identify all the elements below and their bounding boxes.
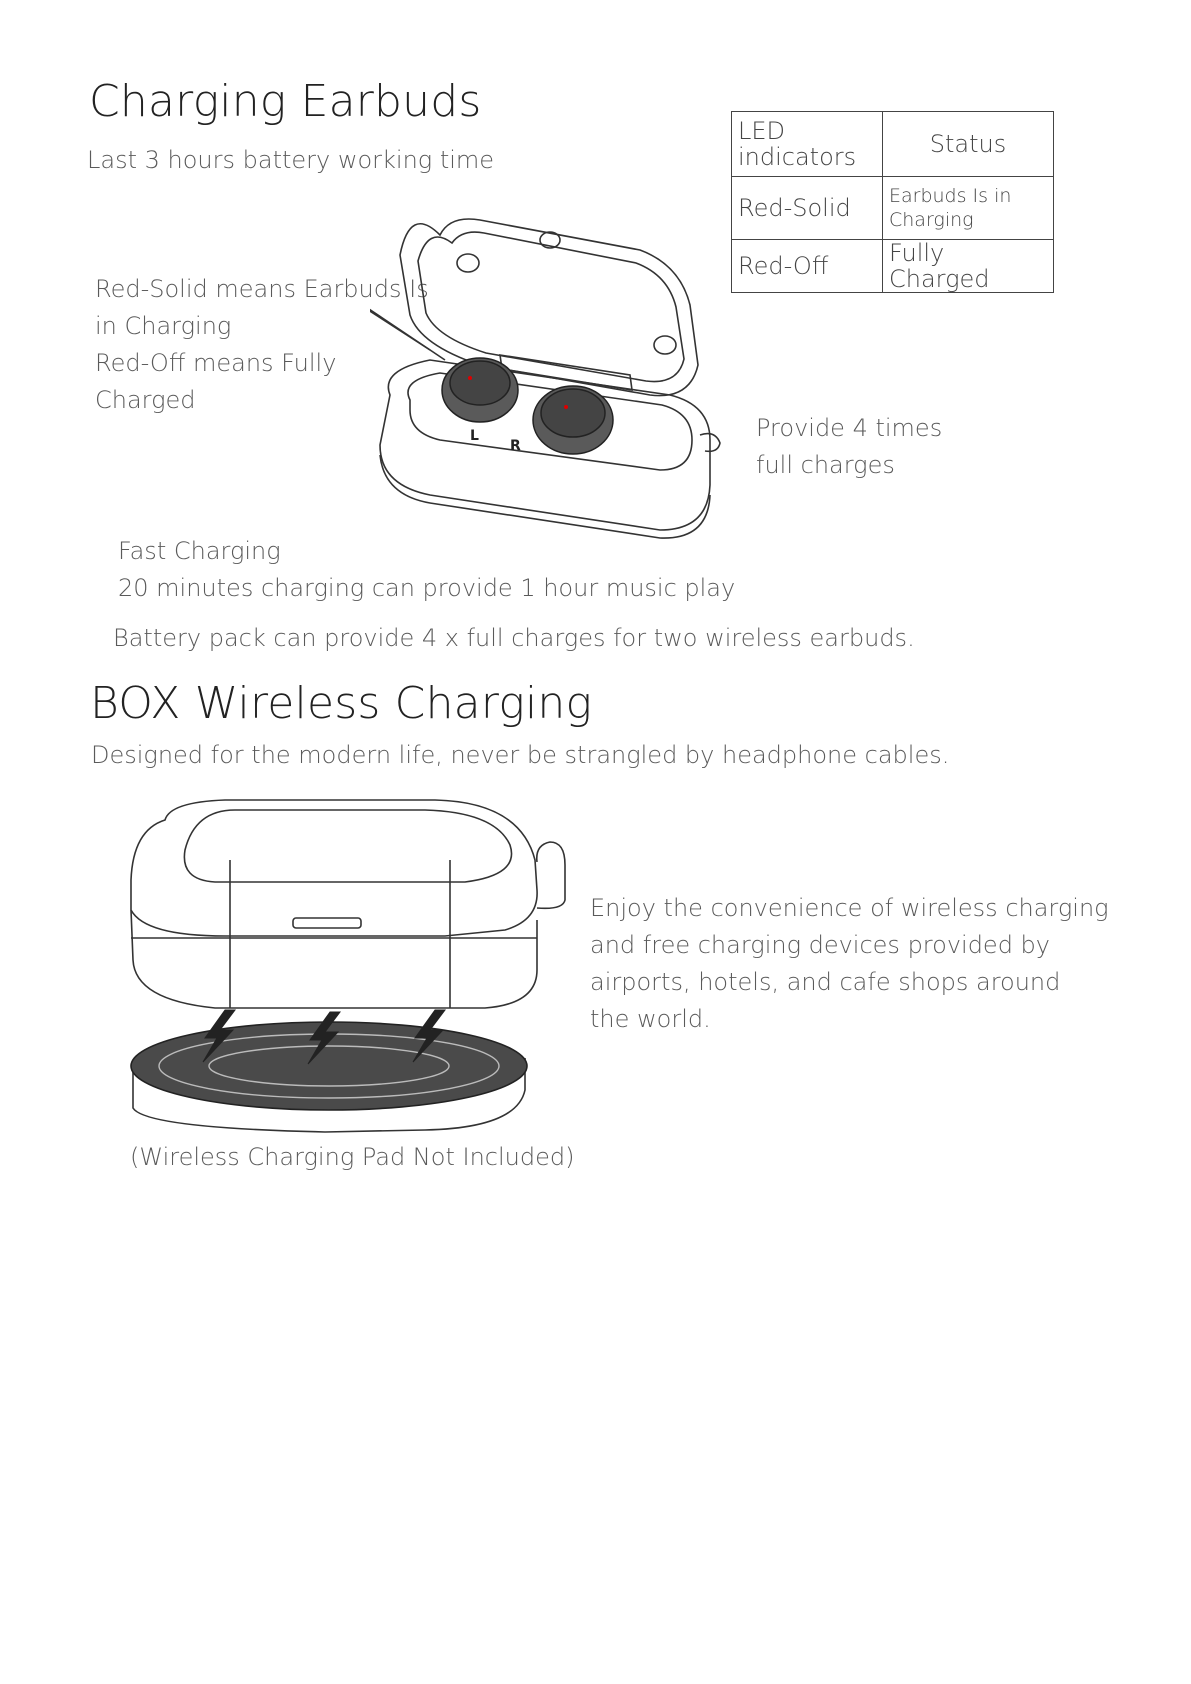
table-cell-led: Red-Solid	[732, 177, 883, 240]
table-row	[732, 177, 1054, 240]
table-header-cell: LED indicators	[732, 112, 883, 177]
lanyard-loop	[537, 842, 565, 908]
pad-not-included-caption: (Wireless Charging Pad Not Included)	[130, 1143, 575, 1171]
fast-charging-text	[118, 533, 735, 607]
description-line: the world.	[590, 1005, 711, 1033]
battery-pack-note: Battery pack can provide 4 x full charges for two wireless earbuds.	[113, 624, 915, 652]
callout-line: full charges	[756, 451, 895, 479]
case-latch	[293, 918, 361, 928]
callout-line: Provide 4 times	[756, 414, 943, 442]
closed-case-body	[131, 910, 537, 1008]
wireless-charging-illustration	[125, 790, 595, 1140]
section-title-charging-earbuds: Charging Earbuds	[89, 76, 482, 127]
right-led-icon	[564, 405, 568, 409]
callout-line: Charged	[95, 386, 196, 414]
fast-charging-detail: 20 minutes charging can provide 1 hour music play	[118, 574, 736, 602]
charges-callout-text	[756, 410, 942, 484]
table-header-row	[732, 112, 1054, 177]
section-title-wireless-charging: BOX Wireless Charging	[90, 678, 593, 729]
right-earbud-label: R	[510, 438, 521, 454]
case-base-bottom	[380, 455, 710, 538]
fast-charging-heading: Fast Charging	[118, 537, 281, 565]
callout-leader-line	[370, 295, 430, 350]
case-lid-panel	[184, 810, 511, 882]
wireless-subtitle: Designed for the modern life, never be strangled by headphone cables.	[91, 741, 950, 769]
table-cell-led: Red-Off	[732, 240, 883, 293]
table-row	[732, 240, 1054, 293]
callout-line: in Charging	[95, 312, 232, 340]
battery-life-subtitle: Last 3 hours battery working time	[87, 146, 495, 174]
table-cell-status: Earbuds Is in Charging	[883, 177, 1054, 240]
lid-magnet	[654, 336, 676, 354]
charging-case-illustration	[370, 195, 750, 575]
wireless-description	[590, 890, 1109, 1038]
table-cell-status: Fully Charged	[883, 240, 1054, 293]
left-earbud-face	[450, 361, 510, 405]
callout-line: Red-Solid means Earbuds Is	[95, 275, 429, 303]
callout-line: Red-Off means Fully	[95, 349, 337, 377]
left-earbud-label: L	[470, 428, 479, 444]
callout-leader-line	[370, 303, 445, 360]
lid-magnet	[457, 254, 479, 272]
left-led-icon	[468, 376, 472, 380]
description-line: Enjoy the convenience of wireless charging	[590, 894, 1109, 922]
description-line: airports, hotels, and cafe shops around	[590, 968, 1061, 996]
case-lid-inner	[418, 232, 684, 381]
closed-case-top	[131, 800, 537, 936]
right-earbud-face	[541, 389, 605, 437]
description-line: and free charging devices provided by	[590, 931, 1050, 959]
led-indicator-table	[731, 111, 1054, 293]
table-header-cell: Status	[883, 112, 1054, 177]
